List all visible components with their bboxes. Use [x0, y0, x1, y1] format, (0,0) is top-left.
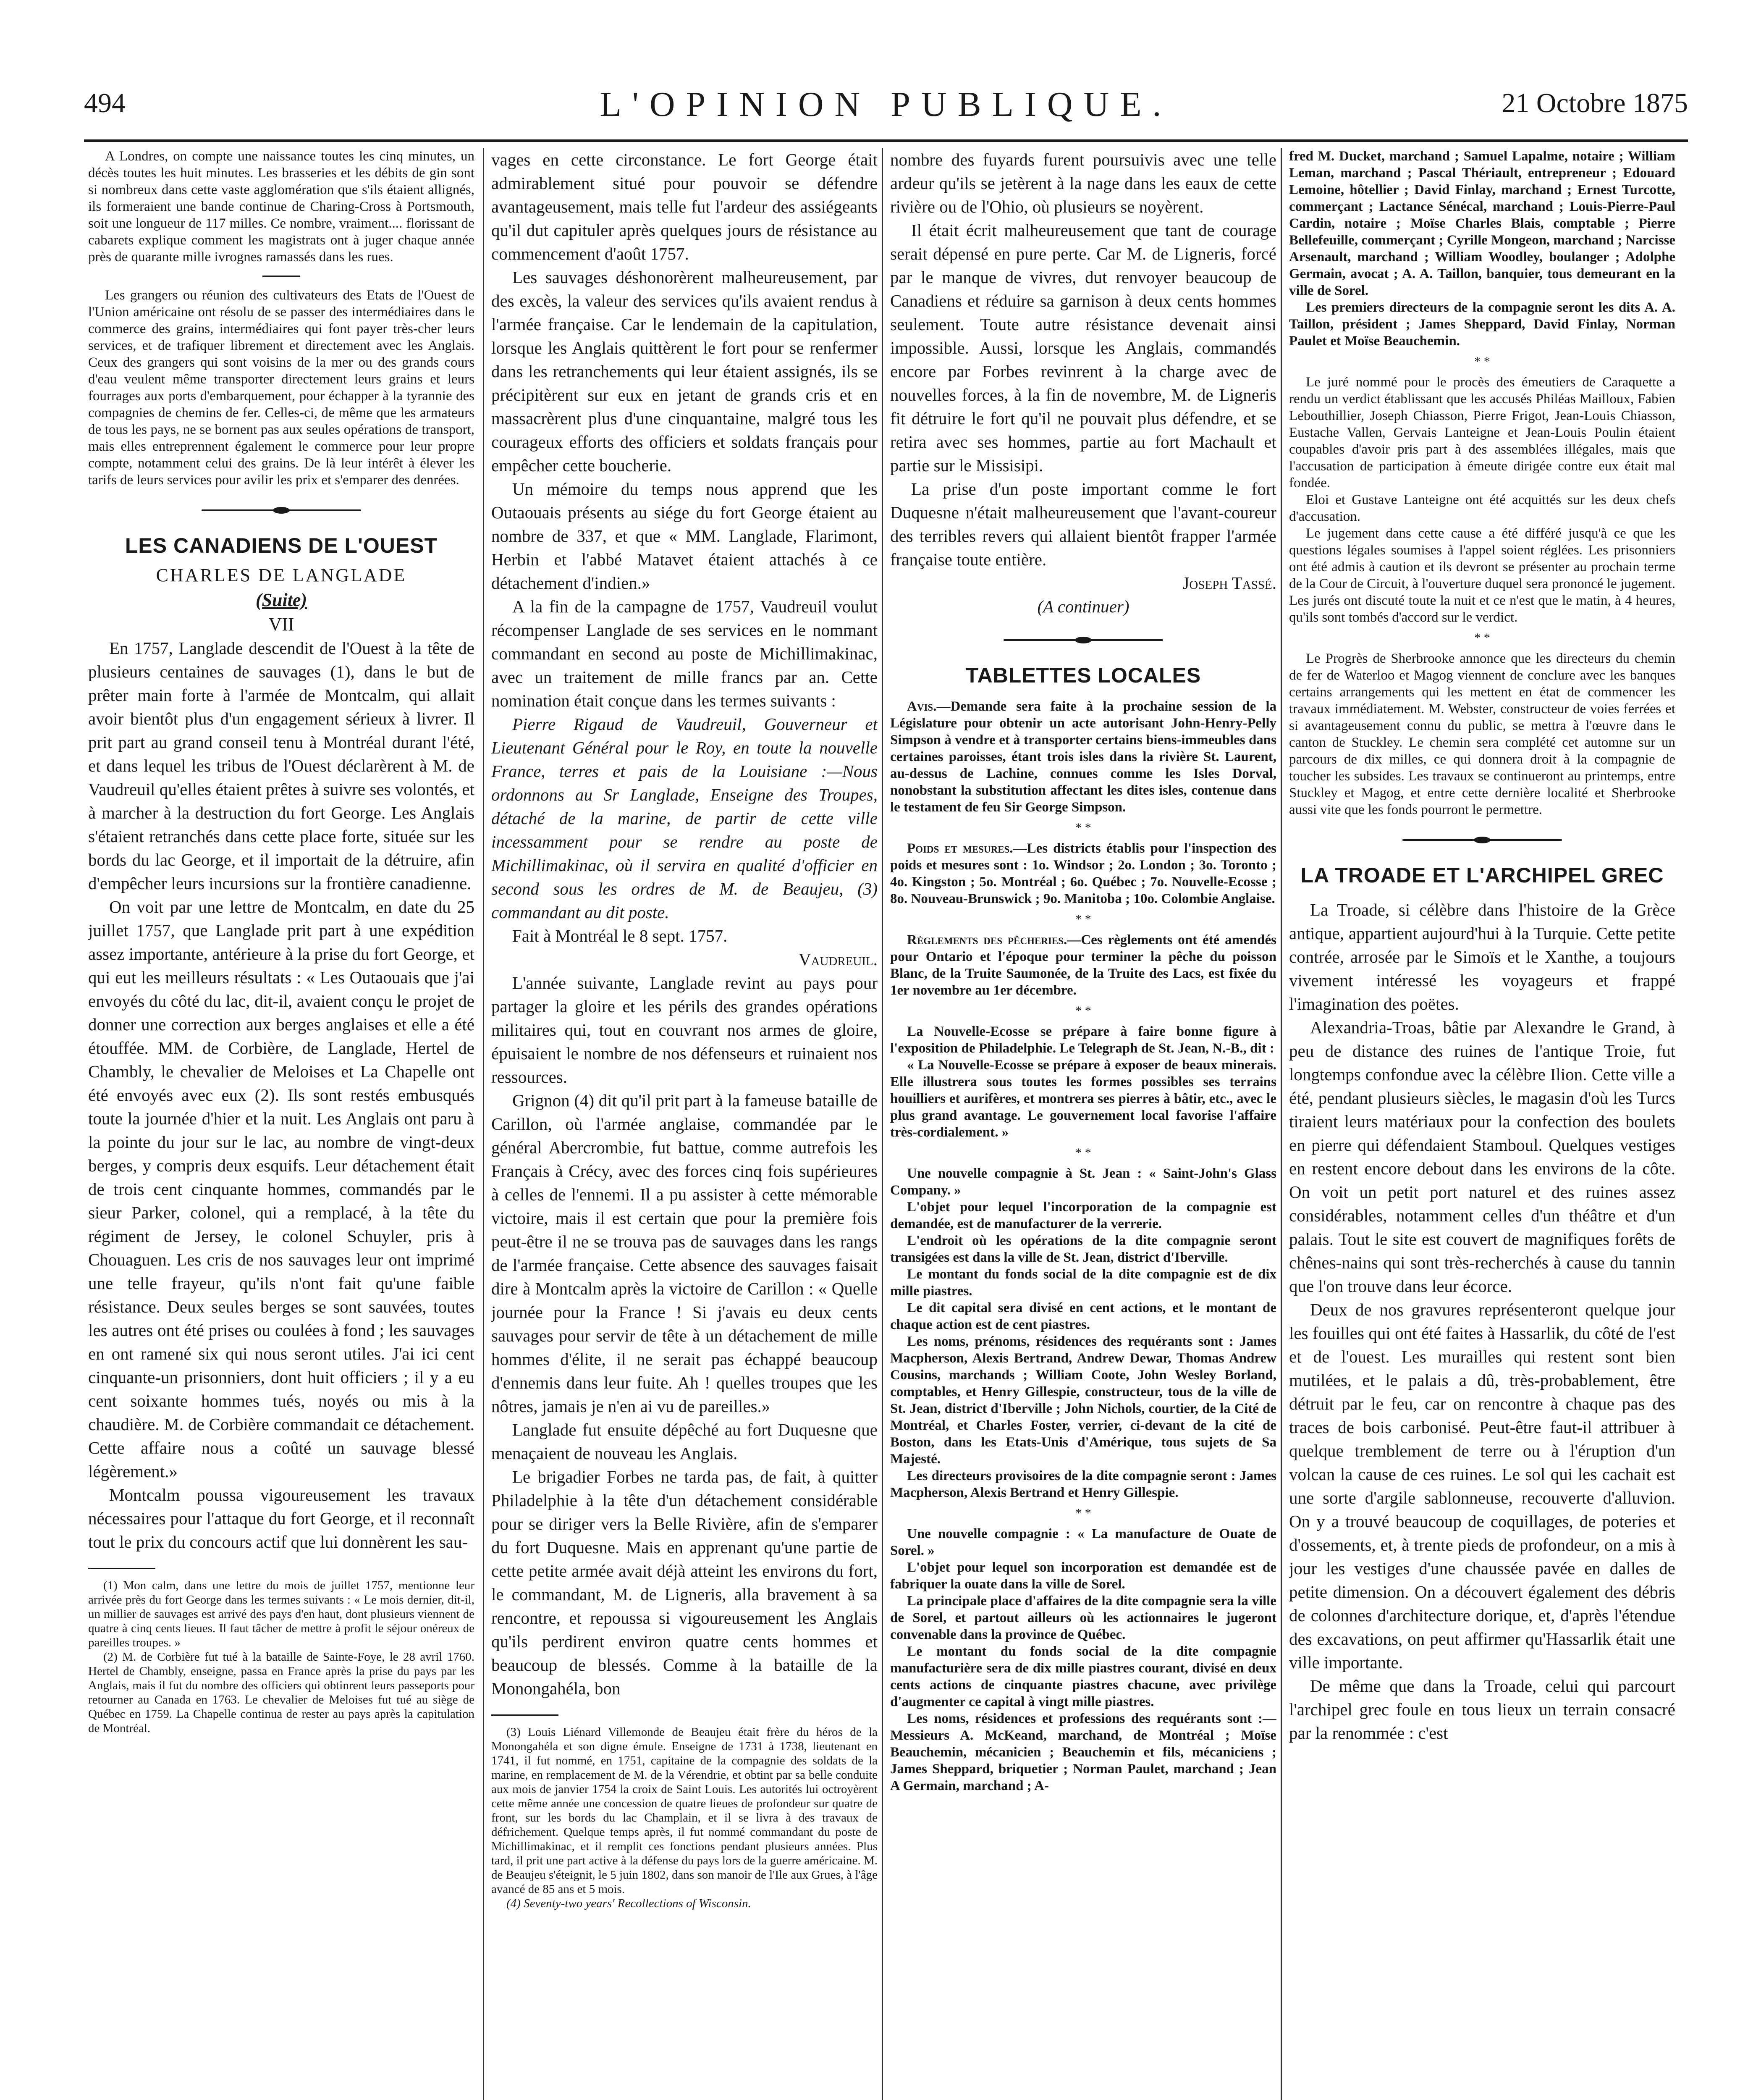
signature: Joseph Tassé. [1182, 573, 1276, 593]
article-title: LES CANADIENS DE L'OUEST [125, 534, 438, 557]
paragraph: Le brigadier Forbes ne tarda pas, de fait, à quitter Philadelphie à la tête d'un détachement considérable pour se diriger vers la Belle Rivière, afin de s'emparer du fort Duquesne. Mais en apprenant qu'une partie de cette petite armée avait déjà atteint les environs du fort, le commandant, M. de Ligneris, alla bravement à sa rencontre, et repoussa si vigoureusement les Anglais qu'ils perdirent environ quatre cents hommes et beaucoup de blessés. Comme à la bataille de la Monongahéla, bon [491, 1467, 878, 1698]
paragraph: Montcalm poussa vigoureusement les travaux nécessaires pour l'attaque du fort George, et il reconnaît tout le prix du concours actif que lui donnèrent les sau- [88, 1485, 474, 1551]
paragraph: L'objet pour lequel son incorporation est demandée est de fabriquer la ouate dans la ville de Sorel. [890, 1560, 1276, 1592]
paragraph: Grignon (4) dit qu'il prit part à la fameuse bataille de Carillon, où l'armée anglaise, commandée par le général Abercrombie, fut battue, comme autrefois les Français à Crécy, avec des forces cinq fois supérieures à celles de l'ennemi. Il a pu assister à cette mémorable victoire, mais il est certain que pour la première fois peut-être il ne se trouva pas de sauvages dans les rangs de l'armée française. Cette absence des sauvages faisait dire à Montcalm après la victoire de Carillon : « Quelle journée pour la France ! Si j'avais eu deux cents sauvages pour servir de tête à un détachement de mille hommes d'élite, il ne serait pas échappé beaucoup d'ennemis dans leur fuite. Ah ! quelles troupes que les nôtres, jamais je n'en ai vu de pareilles.» [491, 1091, 878, 1416]
notice-lead: Règlements des pêcheries. [907, 932, 1067, 948]
paragraph: Le montant du fonds social de la dite compagnie est de dix mille piastres. [890, 1267, 1276, 1299]
notice-lead: Avis. [907, 699, 937, 714]
commission-text: Pierre Rigaud de Vaudreuil, Gouverneur et Lieutenant Général pour le Roy, en toute la nouvelle France, terres et pais de la Louisiane :—Nous ordonnons au Sr Langlade, Enseigne des Troupes, détaché de la marine, de partir de cette ville incessamment pour se rendre au poste de Michillimakinac, où il servira en qualité d'officier en second sous les ordres de M. de Beaujeu, (3) commandant au dit poste. [491, 714, 878, 922]
notice-poids: Poids et mesures.—Les districts établis pour l'inspection des poids et mesures sont : 1o. Windsor ; 2o. London ; 3o. Toronto ; 4o. Kingston ; 5o. Montréal ; 6o. Québec ; 7o. Nouvelle-Ecosse ; 8o. Nouveau-Brunswick ; 9o. Manitoba ; 10o. Colombie Anglaise. [890, 841, 1276, 906]
footnote: (2) M. de Corbière fut tué à la bataille de Sainte-Foye, le 28 avril 1760. Hertel de Chambly, enseigne, passa en France après la prise du pays par les Anglais, mais il fut du nombre des officiers qui obtinrent leurs passeports pour retourner au Canada en 1763. Le chevalier de Meloises fut tué au siège de Québec en 1759. La Chapelle continua de rester au pays après la capitulation de Montréal. [88, 1650, 474, 1735]
separator [262, 276, 300, 277]
paragraph: L'endroit où les opérations de la dite compagnie seront transigées est dans la ville de St. Jean, district d'Iberville. [890, 1233, 1276, 1265]
paragraph: Les noms, prénoms, résidences des requérants sont : James Macpherson, Alexis Bertrand, Andrew Dewar, Thomas Andrew Cousins, marchands ; William Coote, John Wesley Borland, comptables, et Henry Gillespie, constructeur, tous de la ville de St. Jean, district d'Iberville ; John Nichols, courtier, de la Cité de Montréal, et Charles Foster, verrier, ci-devant de la cité de Boston, dans les Etats-Unis d'Amérique, tous sujets de Sa Majesté. [890, 1334, 1276, 1467]
paragraph: Il était écrit malheureusement que tant de courage serait dépensé en pure perte. Car M. de Ligneris, forcé par le manque de vivres, dut renvoyer beaucoup de Canadiens et réduire sa garnison à deux cents hommes seulement. Toute autre résistance devenait ainsi impossible. Aussi, lorsque les Anglais, commandés encore par Forbes revinrent à la charge avec de nouvelles forces, à la fin de novembre, M. de Ligneris fit détruire le fort qu'il ne pouvait plus défendre, et se retira avec ses hommes, partie au fort Machault et partie sur le Missisipi. [890, 220, 1276, 475]
footnote: (1) Mon calm, dans une lettre du mois de juillet 1757, mentionne leur arrivée près du fort George dans les termes suivants : « Le mois dernier, dit-il, un millier de sauvages est arrivé des pays d'en haut, dont plusieurs viennent de quatre à cinq cents lieues. Il faut tâcher de mettre à profit le séjour onéreux de pareilles troupes. » [88, 1579, 474, 1649]
column-1 [88, 148, 474, 2100]
masthead-title: L'OPINION PUBLIQUE. [600, 85, 1172, 124]
paragraph: L'année suivante, Langlade revint au pays pour partager la gloire et les périls des grandes opérations militaires qui, tout en couvrant nos armes de gloire, épuisaient le nombre de nos défenseurs et ruinaient nos ressources. [491, 973, 878, 1087]
column-divider [882, 148, 883, 2100]
article-subtitle: CHARLES DE LANGLADE [156, 565, 407, 585]
column-2 [491, 148, 878, 2100]
notice-reglements: Règlements des pêcheries.—Ces règlements ont été amendés pour Ontario et l'époque pour terminer la pêche du poisson Blanc, de la Truite Saumonée, de la Truite des Lacs, est fixée du 1er novembre au 1er décembre. [890, 932, 1276, 998]
paragraph: Le jugement dans cette cause a été différé jusqu'à ce que les questions légales soumises à l'appel soient réglées. Les prisonniers ont été admis à caution et ils devront se présenter au prochain terme de la Cour de Circuit, à l'ouverture duquel sera prononcé le jugement. Les jurés ont discuté toute la nuit et ce n'est que le matin, à 4 heures, qu'ils sont tombés d'accord sur le verdict. [1289, 526, 1675, 625]
paragraph: Le juré nommé pour le procès des émeutiers de Caraquette a rendu un verdict établissant que les accusés Philéas Mailloux, Fabien Lebouthillier, Joseph Chiasson, Pierre Frigot, Jean-Louis Chiasson, Eustache Vallen, Gervais Lanteigne et Jean-Louis Poulin étaient coupables d'avoir pris part à des assemblées illégales, mais que l'accusation de participation à émeute dirigée contre eux était mal fondée. [1289, 375, 1675, 491]
paragraph: vages en cette circonstance. Le fort George était admirablement situé pour pouvoir se défendre avantageusement, mais telle fut l'ardeur des assiégeants qu'il dut capituler après quelques jours de résistance au commencement d'août 1757. [491, 150, 878, 263]
paragraph: On voit par une lettre de Montcalm, en date du 25 juillet 1757, que Langlade prit part à une expédition assez importante, antérieure à la prise du fort George, et qui eut les meilleurs résultats : « Les Outaouais que j'ai envoyés du côté du lac, dit-il, avaient conçu le projet de donner une correction aux berges anglaises et elle a été étouffée. MM. de Corbière, de Langlade, Hertel de Chambly, le chevalier de Meloises et La Chapelle ont été envoyés avec eux (2). Ils sont restés embusqués toute la journée d'hier et la nuit. Les Anglais ont paru à la pointe du jour sur le lac, au nombre de vingt-deux berges, y compris deux esquifs. Leur détachement était de trois cent cinquante hommes, commandés par le sieur Parker, colonel, qui a remplacé, à la tête du régiment de Jersey, le colonel Schuyler, pris à Chouaguen. Les cris de nos sauvages leur ont imprimé une telle frayeur, qu'ils n'ont fait qu'une faible résistance. Deux seules berges se sont sauvées, toutes les autres ont été prises ou coulées à fond ; les sauvages en ont ramené six qui nous seront utiles. J'ai ici cent cinquante-un prisonniers, dont huit officiers ; il y a eu cent soixante hommes tués, noyés ou mis à la chaudière. M. de Corbière commandait ce détachement. Cette affaire nous a coûté un sauvage blessé légèrement.» [88, 897, 474, 1481]
paragraph: La Nouvelle-Ecosse se prépare à faire bonne figure à l'exposition de Philadelphie. Le Telegraph de St. Jean, N.-B., dit : [890, 1024, 1276, 1056]
paragraph: La Troade, si célèbre dans l'histoire de la Grèce antique, appartient aujourd'hui à la Turquie. Cette petite contrée, arrosée par le Simoïs et le Xanthe, a toujours vivement intéressé les voyageurs et frappé l'imagination des poëtes. [1289, 900, 1675, 1013]
issue-date: 21 Octobre 1875 [1502, 88, 1688, 118]
paragraph: Les sauvages déshonorèrent malheureusement, par des excès, la valeur des services qu'ils avaient rendus à l'armée française. Car le lendemain de la capitulation, lorsque les Anglais quittèrent le fort pour se renfermer dans les retranchements qui leur étaient assignés, ils se précipitèrent sur eux en jetant de grands cris et en massacrèrent plus d'une cinquantaine, malgré tous les courageux efforts des officiers et soldats français pour empêcher cette boucherie. [491, 268, 878, 475]
paragraph: En 1757, Langlade descendit de l'Ouest à la tête de plusieurs centaines de sauvages (1), dans le but de prêter main forte à l'armée de Montcalm, qui allait avoir bientôt plus d'un engagement sérieux à livrer. Il prit part au grand conseil tenu à Montréal durant l'été, et dans lequel les tribus de l'Ouest déclarèrent à M. de Vaudreuil qu'elles étaient prêtes à suivre ses volontés, et à marcher à la destruction du fort George. Les Anglais s'étaient retranchés dans cette place forte, située sur les bords du lac George, et il importait de la détruire, afin d'empêcher leurs incursions sur la frontière canadienne. [88, 638, 474, 893]
paragraph: La principale place d'affaires de la dite compagnie sera la ville de Sorel, et partout ailleurs où les actionnaires le jugeront convenable dans la province de Québec. [890, 1593, 1276, 1642]
paragraph: Une nouvelle compagnie à St. Jean : « Saint-John's Glass Company. » [890, 1166, 1276, 1198]
paragraph: Le montant du fonds social de la dite compagnie manufacturière sera de dix mille piastres courant, divisé en deux cents actions de cinquante piastres chacune, avec privilège d'augmenter ce capital à vingt mille piastres. [890, 1644, 1276, 1709]
separator-stars: * * [1075, 821, 1091, 835]
paragraph: Un mémoire du temps nous apprend que les Outaouais présents au siége du fort George étaient au nombre de 337, et que « MM. Langlade, Flarimont, Herbin et l'abbé Matavet étaient attachés à ce détachement d'indien.» [491, 479, 878, 593]
paragraph: Les directeurs provisoires de la dite compagnie seront : James Macpherson, Alexis Bertrand et Henry Gillespie. [890, 1468, 1276, 1500]
paragraph: Le dit capital sera divisé en cent actions, et le montant de chaque action est de cent piastres. [890, 1300, 1276, 1332]
paragraph: Les premiers directeurs de la compagnie seront les dits A. A. Taillon, président ; James Sheppard, David Finlay, Norman Paulet et Moïse Beauchemin. [1289, 300, 1675, 349]
column-divider [1281, 148, 1282, 2100]
column-divider [483, 148, 484, 2100]
paragraph: A la fin de la campagne de 1757, Vaudreuil voulut récompenser Langlade de ses services en le nommant commandant en second au poste de Michillimakinac, avec un traitement de mille francs par an. Cette nomination était conçue dans les termes suivants : [491, 597, 878, 710]
paragraph: Le Progrès de Sherbrooke annonce que les directeurs du chemin de fer de Waterloo et Magog viennent de conclure avec les banques certains arrangements qui les mettent en état de commencer les travaux immédiatement. M. Webster, constructeur de voies ferrées et si avantageusement connu du public, se mettra à l'œuvre dans le canton de Stuckley. Le chemin sera complété cet automne sur un parcours de dix milles, ce qui donnera droit à la compagnie de toucher les subsides. Les travaux se continueront au printemps, entre Stuckley et Magog, et entre cette dernière localité et Sherbrooke aussi vite que les fonds pourront le permettre. [1289, 651, 1675, 817]
section-title: TABLETTES LOCALES [965, 664, 1201, 687]
signature: Vaudreuil. [798, 950, 878, 969]
column-4 [1289, 148, 1675, 2100]
separator-stars: * * [1075, 1506, 1091, 1520]
paragraph: Langlade fut ensuite dépêché au fort Duquesne que menaçaient de nouveau les Anglais. [491, 1420, 878, 1463]
paragraph: Fait à Montréal le 8 sept. 1757. [512, 926, 728, 945]
page-number: 494 [84, 88, 126, 118]
brief-london: A Londres, on compte une naissance toutes les cinq minutes, un décès toutes les huit minutes. Les brasseries et les débits de gin sont si nombreux dans cette vaste agglomération que s'ils étaient allignés, ils formeraient une bande continue de Charing-Cross à Portsmouth, soit une longueur de 117 milles. Ce nombre, vraiment.... florissant de cabarets explique comment les magistrats ont à juger chaque année près de quarante mille ivrognes ramassés dans les rues. [88, 149, 474, 265]
paragraph: Les noms, résidences et professions des requérants sont :—Messieurs A. McKeand, marchand, de Montréal ; Moïse Beauchemin, mécanicien ; Beauchemin et fils, mécaniciens ; James Sheppard, briquetier ; Norman Paulet, marchand ; Jean A Germain, marchand ; A- [890, 1711, 1276, 1793]
paragraph: Une nouvelle compagnie : « La manufacture de Ouate de Sorel. » [890, 1526, 1276, 1558]
paragraph: « La Nouvelle-Ecosse se prépare à exposer de beaux minerais. Elle illustrera sous toutes les formes possibles ses terrains houilliers et aurifères, et montrera ses pierres à bâtir, etc., avec le plus grand avantage. Le gouvernement local favorise l'affaire très-cordialement. » [890, 1058, 1276, 1140]
footnote-rule [88, 1568, 155, 1569]
separator-stars: * * [1075, 912, 1091, 926]
footnote-rule [491, 1714, 558, 1716]
separator-stars: * * [1075, 1004, 1091, 1018]
to-be-continued: (A continuer) [1037, 597, 1129, 616]
separator-stars: * * [1075, 1146, 1091, 1160]
paragraph: L'objet pour lequel l'incorporation de la compagnie est demandée, est de manufacturer de la verrerie. [890, 1200, 1276, 1231]
ornament-rule [1004, 637, 1163, 643]
separator-stars: * * [1474, 631, 1490, 645]
paragraph: La prise d'un poste important comme le fort Duquesne n'était malheureusement que l'avant-coureur des terribles revers qui allaient bientôt frapper l'armée française toute entière. [890, 479, 1276, 569]
notice-avis: Avis.—Demande sera faite à la prochaine session de la Législature pour obtenir un acte autorisant John-Henry-Pelly Simpson à vendre et à transporter certains biens-immeubles dans certaines paroisses, étant trois isles dans la rivière St. Laurent, au-dessus de Lachine, connues comme les Isles Dorval, nonobstant la substitution affectant les dites isles, contenue dans le testament de feu Sir George Simpson. [890, 699, 1276, 815]
column-3 [890, 148, 1276, 2100]
paragraph: Alexandria-Troas, bâtie par Alexandre le Grand, à peu de distance des ruines de l'antique Troie, fut longtemps confondue avec la célèbre Ilion. Cette ville a été, pendant plusieurs siècles, le magasin d'où les Turcs tiraient leurs matériaux pour la confection des boulets en pierre qui défendaient Stamboul. Quelques vestiges en restent encore debout dans les environs de la côte. On voit un petit port naturel et des ruines assez considérables, notamment celles d'un théâtre et d'un palais. Tout le site est couvert de magnifiques forêts de chênes-nains qui sont très-recherchés à cause du tannin que l'on trouve dans leur écorce. [1289, 1018, 1675, 1296]
chapter-number: VII [268, 614, 294, 635]
header-rule [84, 139, 1688, 142]
paragraph: Deux de nos gravures représenteront quelque jour les fouilles qui ont été faites à Hassarlik, du côté de l'est et de l'ouest. Les murailles qui restent sont bien mutilées, et le palais a dû, très-probablement, être détruit par le feu, car on rencontre à chaque pas des traces de bois carbonisé. Peut-être faut-il attribuer à quelque tremblement de terre ou à l'éruption d'un volcan la cause de ces ruines. Le sol qui les cachait est une sorte d'argile sablonneuse, recouverte d'alluvion. On y a trouvé beaucoup de coquillages, de poteries et d'ossements, et, à trente pieds de profondeur, on a mis à jour les vestiges d'une chaussée pavée en dalles de petite dimension. On a découvert également des débris de colonnes d'architecture dorique, et, d'après l'étendue des excavations, on peut affirmer qu'Hassarlik était une ville importante. [1289, 1300, 1675, 1672]
separator-stars: * * [1474, 354, 1490, 368]
ornament-rule [202, 507, 361, 514]
paragraph: De même que dans la Troade, celui qui parcourt l'archipel grec foule en tous lieux un terrain consacré par la renommée : c'est [1289, 1676, 1675, 1743]
suite-label: (Suite) [255, 590, 307, 610]
footnote: (4) Seventy-two years' Recollections of Wisconsin. [506, 1897, 751, 1910]
notice-lead: Poids et mesures. [907, 841, 1013, 856]
paragraph: nombre des fuyards furent poursuivis avec une telle ardeur qu'ils se jetèrent à la nage dans les eaux de cette rivière ou de l'Ohio, où plusieurs se noyèrent. [890, 150, 1276, 216]
page-header [84, 84, 1688, 134]
ornament-rule [1402, 837, 1562, 843]
paragraph: Eloi et Gustave Lanteigne ont été acquittés sur les deux chefs d'accusation. [1289, 492, 1675, 524]
article-title: LA TROADE ET L'ARCHIPEL GREC [1300, 864, 1664, 887]
paragraph: fred M. Ducket, marchand ; Samuel Lapalme, notaire ; William Leman, marchand ; Pascal Thériault, entrepreneur ; Edouard Lemoine, hôtellier ; David Finlay, marchand ; Ernest Turcotte, commerçant ; Lactance Sénécal, marchand ; Louis-Pierre-Paul Cardin, notaire ; Moïse Charles Blais, comptable ; Pierre Bellefeuille, commerçant ; Cyrille Mongeon, marchand ; Narcisse Arsenault, marchand ; William Woodley, boulanger ; Adolphe Germain, avocat ; A. A. Taillon, banquier, tous demeurant en la ville de Sorel. [1289, 149, 1675, 298]
brief-grangers: Les grangers ou réunion des cultivateurs des Etats de l'Ouest de l'Union américaine ont résolu de se passer des intermédiaires dans le commerce des grains, intermédiaires qui font payer très-cher leurs services, et de trafiquer librement et directement avec les Anglais. Ceux des grangers qui sont voisins de la mer ou des grands cours d'eau veulent même transporter directement leurs grains et leurs fourrages aux ports d'embarquement, pour échapper à la tyrannie des compagnies de chemins de fer. Celles-ci, de même que les armateurs de tous les pays, ne se bornent pas aux seules opérations de transport, mais elles entreprennent également le commerce pour leur propre compte, notamment celui des grains. De là leur intérêt à élever les tarifs de leurs services pour avilir les prix et s'emparer des denrées. [88, 288, 474, 488]
footnote: (3) Louis Liénard Villemonde de Beaujeu était frère du héros de la Monongahéla et son digne émule. Enseigne de 1731 à 1738, lieutenant en 1741, il fut nommé, en 1751, capitaine de la compagnie des soldats de la marine, en remplacement de M. de la Vérendrie, et obtint par sa belle conduite aux mois de janvier 1754 la croix de Saint Louis. Les autorités lui octroyèrent cette même année une concession de quatre lieues de profondeur sur quatre de front, sur les bords du lac Champlain, et il se livra à des travaux de défrichement. Quelque temps après, il fut nommé commandant du poste de Michillimakinac, et il remplit ces fonctions pendant plusieurs années. Plus tard, il prit une part active à la défense du pays lors de la guerre américaine. M. de Beaujeu s'éteignit, le 5 juin 1802, dans son manoir de l'Ile aux Grues, à l'âge avancé de 85 ans et 5 mois. [491, 1725, 878, 1896]
